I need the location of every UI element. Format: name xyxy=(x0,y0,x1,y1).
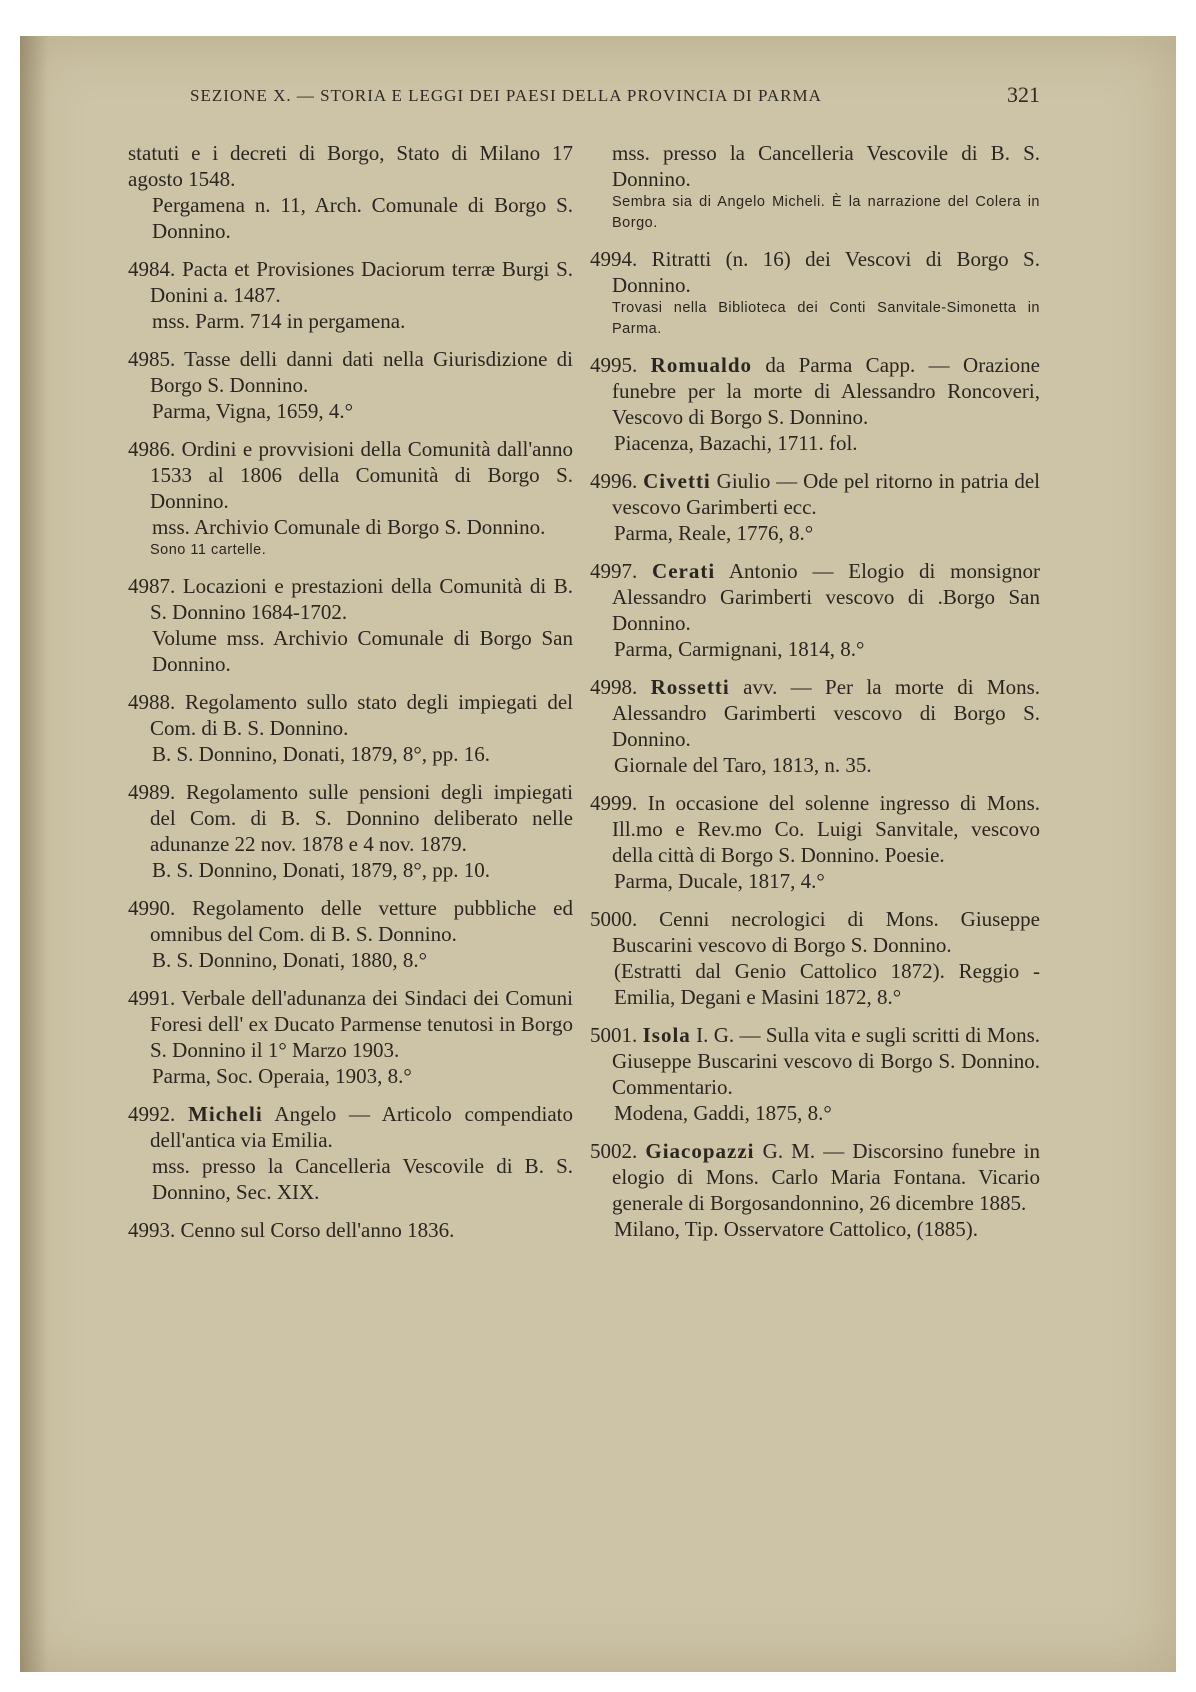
entry-number: 4993. xyxy=(128,1218,176,1242)
entry-title: Regolamento delle vetture pubbliche ed omnibus del Com. di B. S. Donnino. xyxy=(150,896,574,946)
left-column xyxy=(128,140,573,1255)
entry-5001 xyxy=(590,1022,1040,1126)
entry-author: Giacopazzi xyxy=(645,1139,755,1163)
entry-4992 xyxy=(128,1101,573,1205)
entry-4988 xyxy=(128,689,573,767)
page-spine-shadow xyxy=(20,36,48,1672)
entry-imprint: mss. Archivio Comunale di Borgo S. Donnino. xyxy=(152,515,546,539)
entry-imprint: Volume mss. Archivio Comunale di Borgo San Donnino. xyxy=(152,626,573,676)
entry-author: Cerati xyxy=(652,559,716,583)
entry-title: Ordini e provvisioni della Comunità dall'anno 1533 al 1806 della Comunità di Borgo S. Donnino. xyxy=(150,437,574,513)
carryover-imprint: mss. presso la Cancelleria Vescovile di B. S. Donnino. xyxy=(612,141,1040,191)
entry-title: Verbale dell'adunanza dei Sindaci dei Comuni Foresi dell' ex Ducato Parmense tenutosi in Borgo S. Donnino il 1° Marzo 1903. xyxy=(150,986,573,1062)
entry-imprint: Milano, Tip. Osservatore Cattolico, (1885). xyxy=(614,1217,978,1241)
entry-4998 xyxy=(590,674,1040,778)
entry-4994 xyxy=(590,246,1040,340)
entry-title: Giulio — Ode pel ritorno in patria del vescovo Garimberti ecc. xyxy=(612,469,1041,519)
carryover-imprint: Pergamena n. 11, Arch. Comunale di Borgo S. Donnino. xyxy=(152,193,573,243)
entry-5002 xyxy=(590,1138,1040,1242)
entry-number: 4996. xyxy=(590,469,638,493)
entry-number: 4995. xyxy=(590,353,638,377)
entry-author: Romualdo xyxy=(650,353,753,377)
entry-4995 xyxy=(590,352,1040,456)
entry-number: 4989. xyxy=(128,780,176,804)
entry-title: Angelo — Articolo compendiato dell'antica via Emilia. xyxy=(150,1102,573,1152)
entry-title: Cenno sul Corso dell'anno 1836. xyxy=(180,1218,455,1242)
entry-title: Regolamento sulle pensioni degli impiegati del Com. di B. S. Donnino deliberato nelle adunanze 22 nov. 1878 e 4 nov. 1879. xyxy=(150,780,573,856)
entry-imprint: Parma, Ducale, 1817, 4.° xyxy=(614,869,825,893)
carryover-text: statuti e i decreti di Borgo, Stato di Milano 17 agosto 1548. xyxy=(128,141,573,191)
entry-number: 4998. xyxy=(590,675,638,699)
entry-4987 xyxy=(128,573,573,677)
entry-title: Tasse delli danni dati nella Giurisdizione di Borgo S. Donnino. xyxy=(150,347,573,397)
entry-note: Trovasi nella Biblioteca dei Conti Sanvitale-Simonetta in Parma. xyxy=(612,300,1040,337)
page-number: 321 xyxy=(1007,82,1040,107)
entry-imprint: Modena, Gaddi, 1875, 8.° xyxy=(614,1101,832,1125)
carryover-note: Sembra sia di Angelo Micheli. È la narrazione del Colera in Borgo. xyxy=(612,194,1040,231)
entry-number: 4985. xyxy=(128,347,176,371)
entry-title: I. G. — Sulla vita e sugli scritti di Mons. Giuseppe Buscarini vescovo di Borgo S. Donnino. Commentario. xyxy=(612,1023,1041,1099)
entry-title: In occasione del solenne ingresso di Mons. Ill.mo e Rev.mo Co. Luigi Sanvitale, vescovo della città di Borgo S. Donnino. Poesie. xyxy=(612,791,1041,867)
entry-imprint: B. S. Donnino, Donati, 1879, 8°, pp. 10. xyxy=(152,858,490,882)
entry-number: 4994. xyxy=(590,247,638,271)
entry-title: Locazioni e prestazioni della Comunità di B. S. Donnino 1684-1702. xyxy=(150,574,573,624)
entry-4986 xyxy=(128,436,573,561)
entry-4991 xyxy=(128,985,573,1089)
entry-title: G. M. — Discorsino funebre in elogio di Mons. Carlo Maria Fontana. Vicario generale di Borgosandonnino, 26 dicembre 1885. xyxy=(612,1139,1041,1215)
running-header xyxy=(190,82,1040,107)
entry-title: Antonio — Elogio di monsignor Alessandro Garimberti vescovo di .Borgo San Donnino. xyxy=(612,559,1041,635)
entry-number: 5002. xyxy=(590,1139,638,1163)
entry-4984 xyxy=(128,256,573,334)
entry-imprint: Piacenza, Bazachi, 1711. fol. xyxy=(614,431,858,455)
entry-title: avv. — Per la morte di Mons. Alessandro Garimberti vescovo di Borgo S. Donnino. xyxy=(612,675,1041,751)
running-title: SEZIONE X. — STORIA E LEGGI DEI PAESI DELLA PROVINCIA DI PARMA xyxy=(190,86,822,105)
entry-title: Cenni necrologici di Mons. Giuseppe Buscarini vescovo di Borgo S. Donnino. xyxy=(612,907,1040,957)
entry-number: 4997. xyxy=(590,559,638,583)
carryover-entry xyxy=(590,140,1040,234)
entry-imprint: Parma, Carmignani, 1814, 8.° xyxy=(614,637,865,661)
entry-imprint: B. S. Donnino, Donati, 1879, 8°, pp. 16. xyxy=(152,742,490,766)
entry-number: 4987. xyxy=(128,574,176,598)
entry-number: 4986. xyxy=(128,437,176,461)
entry-4996 xyxy=(590,468,1040,546)
entry-imprint: mss. Parm. 714 in pergamena. xyxy=(152,309,406,333)
entry-4989 xyxy=(128,779,573,883)
entry-author: Micheli xyxy=(188,1102,263,1126)
entry-author: Rossetti xyxy=(650,675,730,699)
entry-title: da Parma Capp. — Orazione funebre per la morte di Alessandro Roncoveri, Vescovo di Borgo S. Donnino. xyxy=(612,353,1041,429)
entry-imprint: (Estratti dal Genio Cattolico 1872). Reggio - Emilia, Degani e Masini 1872, 8.° xyxy=(614,959,1040,1009)
entry-imprint: Parma, Soc. Operaia, 1903, 8.° xyxy=(152,1064,412,1088)
entry-number: 4990. xyxy=(128,896,176,920)
entry-imprint: mss. presso la Cancelleria Vescovile di B. S. Donnino, Sec. XIX. xyxy=(152,1154,573,1204)
entry-title: Pacta et Provisiones Daciorum terræ Burgi S. Donini a. 1487. xyxy=(150,257,574,307)
entry-5000 xyxy=(590,906,1040,1010)
entry-4997 xyxy=(590,558,1040,662)
entry-imprint: Parma, Reale, 1776, 8.° xyxy=(614,521,814,545)
entry-4990 xyxy=(128,895,573,973)
carryover-entry xyxy=(128,140,573,244)
entry-4993 xyxy=(128,1217,573,1243)
entry-author: Civetti xyxy=(643,469,711,493)
entry-number: 4999. xyxy=(590,791,638,815)
entry-note: Sono 11 cartelle. xyxy=(150,542,267,558)
entry-imprint: B. S. Donnino, Donati, 1880, 8.° xyxy=(152,948,427,972)
entry-number: 5000. xyxy=(590,907,638,931)
right-column xyxy=(590,140,1040,1254)
entry-title: Regolamento sullo stato degli impiegati del Com. di B. S. Donnino. xyxy=(150,690,573,740)
entry-imprint: Parma, Vigna, 1659, 4.° xyxy=(152,399,353,423)
entry-number: 4988. xyxy=(128,690,176,714)
entry-imprint: Giornale del Taro, 1813, n. 35. xyxy=(614,753,872,777)
entry-number: 4992. xyxy=(128,1102,176,1126)
entry-4985 xyxy=(128,346,573,424)
entry-number: 4991. xyxy=(128,986,176,1010)
entry-number: 5001. xyxy=(590,1023,638,1047)
entry-title: Ritratti (n. 16) dei Vescovi di Borgo S. Donnino. xyxy=(612,247,1040,297)
entry-author: Isola xyxy=(642,1023,691,1047)
entry-number: 4984. xyxy=(128,257,176,281)
entry-4999 xyxy=(590,790,1040,894)
